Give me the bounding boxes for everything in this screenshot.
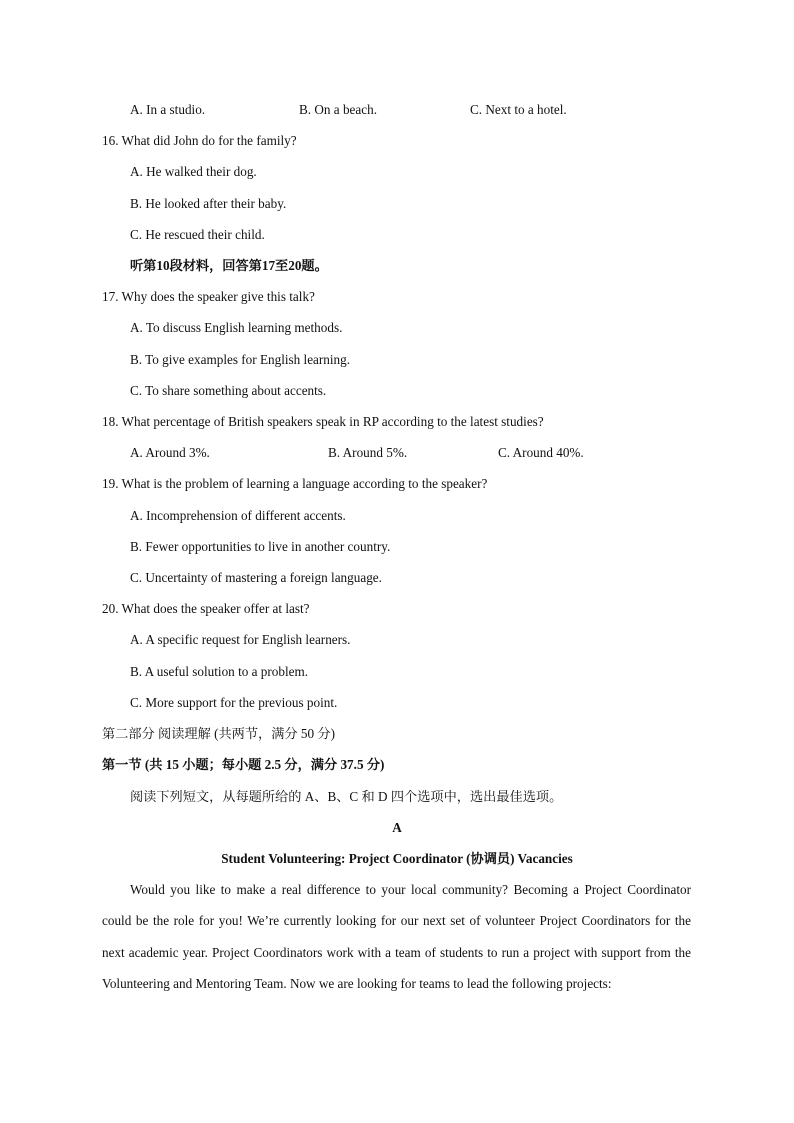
q19-option-b: B. Fewer opportunities to live in another country. bbox=[130, 539, 391, 554]
q18-option-a: A. Around 3%. bbox=[130, 445, 210, 460]
section1-heading: 第一节 (共 15 小题；每小题 2.5 分，满分 37.5 分) bbox=[102, 757, 385, 772]
q18-question: 18. What percentage of British speakers speak in RP according to the latest studies? bbox=[102, 414, 544, 429]
part2-heading: 第二部分 阅读理解 (共两节，满分 50 分) bbox=[102, 726, 335, 741]
q16-option-b: B. He looked after their baby. bbox=[130, 196, 287, 211]
q20-option-a: A. A specific request for English learners. bbox=[130, 632, 351, 647]
passage-title: Student Volunteering: Project Coordinator (协调员) Vacancies bbox=[221, 851, 573, 866]
q18-option-b: B. Around 5%. bbox=[328, 445, 408, 460]
q17-option-c: C. To share something about accents. bbox=[130, 383, 327, 398]
q16-option-c: C. He rescued their child. bbox=[130, 227, 265, 242]
q20-option-c: C. More support for the previous point. bbox=[130, 695, 338, 710]
q16-question: 16. What did John do for the family? bbox=[102, 133, 297, 148]
q15-option-b: B. On a beach. bbox=[299, 102, 377, 117]
passage-label: A bbox=[392, 820, 402, 835]
q15-option-c: C. Next to a hotel. bbox=[470, 102, 567, 117]
q16-option-a: A. He walked their dog. bbox=[130, 164, 257, 179]
passage-paragraph: Would you like to make a real difference to your local community? Becoming a Project Coordinator could be the role for you! We’re currently looking for our next set of volunteer Project Coordinators for the next academic year. Project Coordinators work with a team of students to run a project with support from the Volunteering and Mentoring Team. Now we are looking for teams to lead the following projects: bbox=[102, 882, 691, 991]
q20-question: 20. What does the speaker offer at last? bbox=[102, 601, 310, 616]
reading-instruction: 阅读下列短文，从每题所给的 A、B、C 和 D 四个选项中，选出最佳选项。 bbox=[130, 789, 563, 804]
q18-option-c: C. Around 40%. bbox=[498, 445, 584, 460]
q17-option-b: B. To give examples for English learning. bbox=[130, 352, 351, 367]
q17-option-a: A. To discuss English learning methods. bbox=[130, 320, 343, 335]
q20-option-b: B. A useful solution to a problem. bbox=[130, 664, 309, 679]
q19-option-a: A. Incomprehension of different accents. bbox=[130, 508, 346, 523]
section10-instruction: 听第10段材料，回答第17至20题。 bbox=[130, 258, 328, 273]
q19-option-c: C. Uncertainty of mastering a foreign language. bbox=[130, 570, 382, 585]
q15-option-a: A. In a studio. bbox=[130, 102, 206, 117]
q19-question: 19. What is the problem of learning a language according to the speaker? bbox=[102, 476, 488, 491]
q17-question: 17. Why does the speaker give this talk? bbox=[102, 289, 315, 304]
